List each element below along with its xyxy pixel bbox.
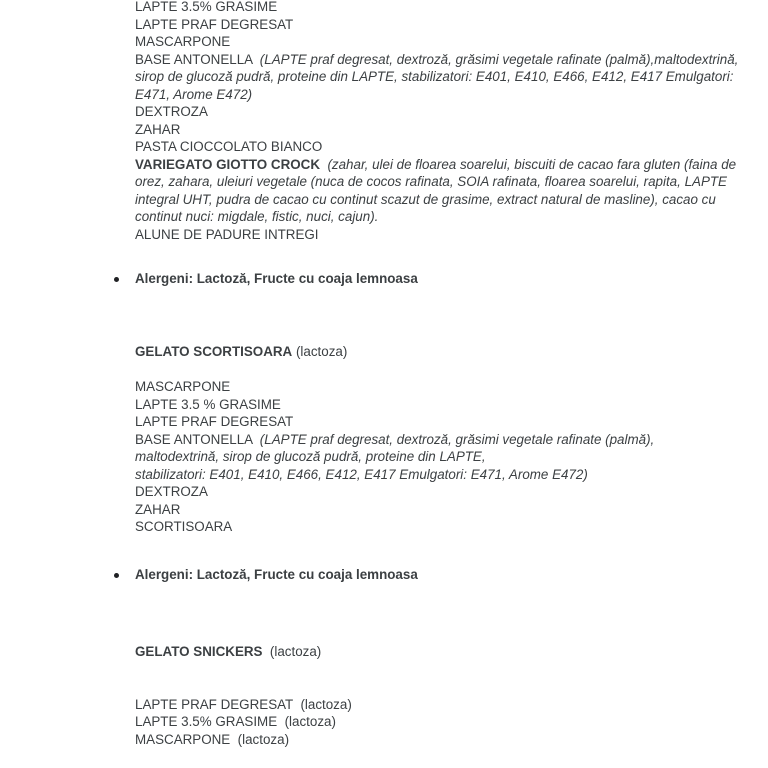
text-line xyxy=(135,713,768,731)
text-segment: ZAHAR xyxy=(135,501,181,517)
text-line xyxy=(135,731,768,749)
text-line xyxy=(135,483,768,501)
text-segment: VARIEGATO GIOTTO CROCK xyxy=(135,156,320,172)
text-segment: GELATO SNICKERS xyxy=(135,644,263,659)
text-segment: PASTA CIOCCOLATO BIANCO xyxy=(135,139,323,154)
text-segment: (zahar, ulei de floarea soarelui, biscuiti de cacao fara gluten (faina de xyxy=(327,156,737,172)
text-segment: BASE ANTONELLA xyxy=(135,431,260,447)
allergen-bullet-line xyxy=(135,566,768,584)
text-segment: E471, Arome E472) xyxy=(135,86,253,102)
text-segment: GELATO SCORTISOARA xyxy=(135,343,293,359)
text-line xyxy=(135,191,768,209)
text-line xyxy=(135,16,768,34)
bullet-dot xyxy=(114,573,119,578)
text-line xyxy=(135,121,768,139)
text-segment: orez, zahara, uleiuri vegetale (nuca de cocos rafinata, SOIA rafinata, floarea soarelui, rapita, LAPTE xyxy=(135,174,727,189)
text-segment: (LAPTE praf degresat, dextroză, grăsimi vegetale rafinate (palmă),maltodextrină, xyxy=(259,51,739,67)
text-line xyxy=(135,378,768,396)
text-line xyxy=(135,86,768,104)
spacer xyxy=(135,243,768,270)
spacer xyxy=(135,288,768,343)
text-line xyxy=(135,643,768,661)
text-segment: LAPTE PRAF DEGRESAT (lactoza) xyxy=(135,696,352,712)
text-segment: LAPTE PRAF DEGRESAT xyxy=(135,16,294,32)
text-line xyxy=(135,466,768,484)
text-line xyxy=(135,156,768,174)
text-segment: LAPTE 3.5% GRASIME xyxy=(135,0,278,14)
text-line xyxy=(135,518,768,536)
text-segment: (lactoza) xyxy=(292,343,348,359)
text-segment: LAPTE PRAF DEGRESAT xyxy=(135,414,294,429)
text-segment: (LAPTE praf degresat, dextroză, grăsimi vegetale rafinate (palmă), xyxy=(259,431,655,447)
text-line xyxy=(135,173,768,191)
spacer xyxy=(135,360,768,378)
allergen-bullet-line xyxy=(135,270,768,288)
document-content xyxy=(135,0,768,748)
text-line xyxy=(135,208,768,226)
text-segment: LAPTE 3.5 % GRASIME xyxy=(135,396,281,412)
spacer xyxy=(135,583,768,643)
text-segment: stabilizatori: E401, E410, E466, E412, E417 Emulgatori: E471, Arome E472) xyxy=(135,466,588,482)
text-segment: continut nuci: migdale, fistic, nuci, cajun). xyxy=(135,209,379,224)
spacer xyxy=(135,661,768,696)
text-segment: LAPTE 3.5% GRASIME (lactoza) xyxy=(135,714,336,729)
text-line xyxy=(135,501,768,519)
text-line xyxy=(135,226,768,244)
text-line xyxy=(135,396,768,414)
text-segment: integral UHT, pudra de cacao cu continut scazut de grasime, extract natural de masline), cacao cu xyxy=(135,191,716,207)
text-line xyxy=(135,33,768,51)
text-segment: DEXTROZA xyxy=(135,104,208,119)
text-segment: SCORTISOARA xyxy=(135,519,233,534)
text-segment: ZAHAR xyxy=(135,121,181,137)
text-segment: ALUNE DE PADURE INTREGI xyxy=(135,226,319,242)
text-line xyxy=(135,103,768,121)
text-segment: maltodextrină, sirop de glucoză pudră, proteine din LAPTE, xyxy=(135,449,486,464)
text-line xyxy=(135,0,768,16)
text-segment: BASE ANTONELLA xyxy=(135,51,260,67)
text-segment: sirop de glucoză pudră, proteine din LAPTE, stabilizatori: E401, E410, E466, E412, E417 Emulgatori: xyxy=(135,69,734,84)
bullet-dot xyxy=(114,277,119,282)
text-segment: MASCARPONE (lactoza) xyxy=(135,731,290,747)
text-segment: (lactoza) xyxy=(262,644,322,659)
text-line xyxy=(135,448,768,466)
text-segment: MASCARPONE xyxy=(135,34,231,49)
text-line xyxy=(135,696,768,714)
text-segment: Alergeni: Lactoză, Fructe cu coaja lemnoasa xyxy=(135,271,418,286)
spacer xyxy=(135,536,768,566)
text-segment: DEXTROZA xyxy=(135,484,208,499)
text-line xyxy=(135,413,768,431)
text-segment: Alergeni: Lactoză, Fructe cu coaja lemnoasa xyxy=(135,566,418,582)
text-line xyxy=(135,68,768,86)
text-line xyxy=(135,343,768,361)
text-line xyxy=(135,51,768,69)
text-segment: MASCARPONE xyxy=(135,379,231,394)
text-line xyxy=(135,431,768,449)
text-line xyxy=(135,138,768,156)
